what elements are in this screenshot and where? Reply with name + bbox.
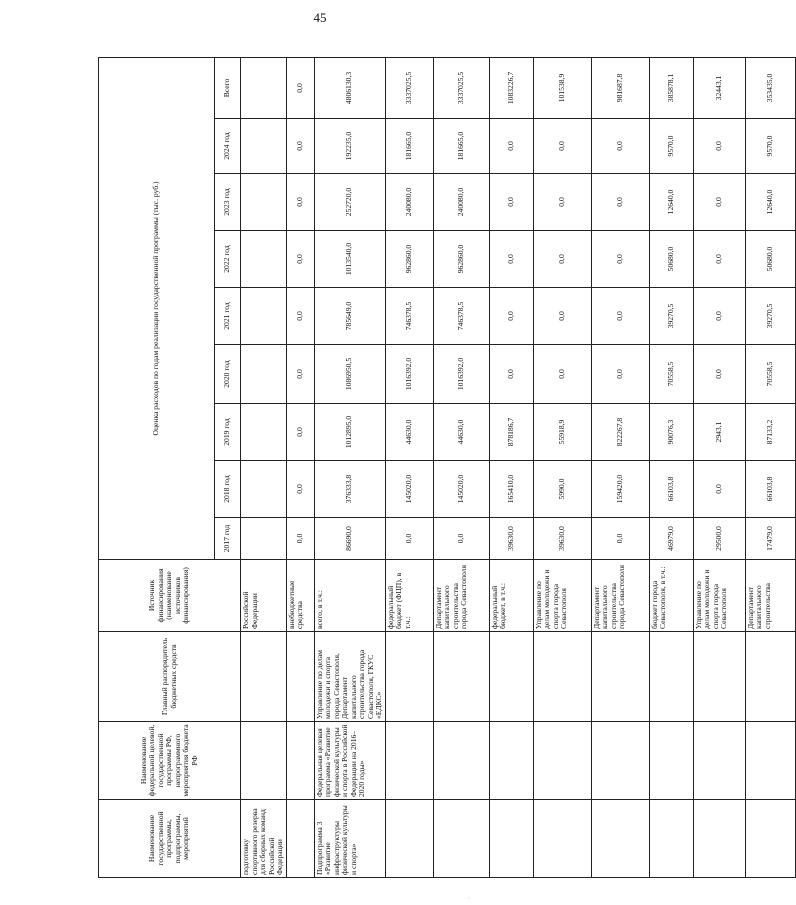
row-value-cell: 1016392,0 — [433, 345, 489, 404]
row-value-cell: 252720,0 — [314, 174, 385, 231]
row-value-cell: 29500,0 — [693, 518, 745, 560]
row-source-cell: Российской Федерации — [241, 560, 287, 632]
row-source-cell: Управление по делам молодежи и спорта города Севастополя — [533, 560, 591, 632]
row-source-cell: федеральный бюджет (ФЦП), в т.ч.: — [385, 560, 433, 632]
row-value-cell — [241, 57, 287, 118]
row-name-cell — [533, 800, 591, 878]
row-value-cell: 1016392,0 — [385, 345, 433, 404]
table-row — [489, 57, 533, 877]
row-value-cell: 3337025,5 — [385, 57, 433, 118]
row-value-cell: 0,0 — [286, 404, 314, 461]
row-name-cell — [286, 800, 314, 878]
row-administrator-cell — [649, 632, 693, 722]
row-source-cell: Департамент капитального строительства города Севастополя — [433, 560, 489, 632]
table-row — [649, 57, 693, 877]
row-value-cell: 0,0 — [533, 119, 591, 174]
row-source-cell: федеральный бюджет, в т.ч.: — [489, 560, 533, 632]
header-row — [99, 57, 215, 877]
row-value-cell: 0,0 — [286, 119, 314, 174]
year-header: 2019 год — [215, 404, 241, 461]
row-federal-program-cell — [433, 722, 489, 800]
row-value-cell: 240080,0 — [385, 174, 433, 231]
row-value-cell: 159420,0 — [591, 461, 649, 518]
row-administrator-cell — [533, 632, 591, 722]
row-administrator-cell — [745, 632, 795, 722]
row-administrator-cell: Управление по делам молодежи и спорта города Севастополя, Департамент капитального строительства города Севастополя, ГКУС «ЕДКС» — [314, 632, 385, 722]
row-value-cell: 0,0 — [533, 174, 591, 231]
row-value-cell: 0,0 — [489, 119, 533, 174]
rotated-table-wrapper — [98, 58, 774, 878]
year-header: 2017 год — [215, 518, 241, 560]
row-federal-program-cell: Федеральная целевая программа «Развитие физической культуры и спорта в Российской Федерации на 2016–2020 годы» — [314, 722, 385, 800]
row-value-cell: 145020,0 — [385, 461, 433, 518]
row-value-cell: 1083226,7 — [489, 57, 533, 118]
row-value-cell — [241, 461, 287, 518]
budget-table — [98, 57, 796, 878]
row-value-cell: 0,0 — [433, 518, 489, 560]
row-value-cell: 785649,0 — [314, 288, 385, 345]
row-value-cell: 0,0 — [693, 119, 745, 174]
year-header: 2023 год — [215, 174, 241, 231]
row-value-cell: 0,0 — [591, 119, 649, 174]
row-name-cell — [649, 800, 693, 878]
row-value-cell: 145020,0 — [433, 461, 489, 518]
row-value-cell: 385878,1 — [649, 57, 693, 118]
header-estimate: Оценка расходов по годам реализации государственной программы (тыс. руб.) — [99, 57, 215, 559]
row-value-cell: 0,0 — [286, 57, 314, 118]
row-value-cell: 0,0 — [385, 518, 433, 560]
row-federal-program-cell — [489, 722, 533, 800]
scan-mark: · — [468, 896, 470, 902]
row-name-cell — [433, 800, 489, 878]
year-header: 2021 год — [215, 288, 241, 345]
row-value-cell: 1013540,0 — [314, 231, 385, 288]
row-value-cell — [241, 404, 287, 461]
row-source-cell: всего, в т.ч.: — [314, 560, 385, 632]
row-federal-program-cell — [385, 722, 433, 800]
row-value-cell: 0,0 — [591, 518, 649, 560]
row-value-cell: 70558,5 — [745, 345, 795, 404]
row-value-cell: 50680,0 — [649, 231, 693, 288]
row-value-cell: 0,0 — [286, 518, 314, 560]
row-value-cell: 9570,0 — [745, 119, 795, 174]
row-name-cell — [745, 800, 795, 878]
row-value-cell: 0,0 — [591, 174, 649, 231]
row-value-cell: 0,0 — [286, 461, 314, 518]
row-value-cell: 101538,9 — [533, 57, 591, 118]
row-value-cell: 376333,8 — [314, 461, 385, 518]
header-administrator: Главный распорядитель бюджетных средств — [99, 632, 241, 722]
row-source-cell: бюджет города Севастополя, в т.ч.: — [649, 560, 693, 632]
row-value-cell: 0,0 — [693, 345, 745, 404]
row-administrator-cell — [591, 632, 649, 722]
row-federal-program-cell — [286, 722, 314, 800]
row-value-cell: 165410,0 — [489, 461, 533, 518]
row-value-cell — [241, 174, 287, 231]
row-value-cell: 0,0 — [286, 174, 314, 231]
row-value-cell: 55918,9 — [533, 404, 591, 461]
row-value-cell: 240080,0 — [433, 174, 489, 231]
row-value-cell: 1012895,0 — [314, 404, 385, 461]
row-value-cell: 0,0 — [489, 345, 533, 404]
year-header: Всего — [215, 57, 241, 118]
row-value-cell: 878186,7 — [489, 404, 533, 461]
row-administrator-cell — [489, 632, 533, 722]
row-value-cell: 0,0 — [533, 288, 591, 345]
row-value-cell: 0,0 — [693, 288, 745, 345]
row-value-cell — [241, 345, 287, 404]
row-value-cell: 822267,8 — [591, 404, 649, 461]
table-row — [693, 57, 745, 877]
row-value-cell: 0,0 — [533, 231, 591, 288]
row-value-cell: 0,0 — [533, 345, 591, 404]
row-value-cell: 44630,0 — [433, 404, 489, 461]
row-value-cell: 0,0 — [489, 288, 533, 345]
row-value-cell — [241, 231, 287, 288]
row-value-cell: 87133,2 — [745, 404, 795, 461]
row-federal-program-cell — [693, 722, 745, 800]
row-value-cell: 90076,3 — [649, 404, 693, 461]
row-source-cell: Департамент капитального строительства города Севастополя — [591, 560, 649, 632]
year-header: 2022 год — [215, 231, 241, 288]
row-value-cell: 17479,0 — [745, 518, 795, 560]
row-federal-program-cell — [241, 722, 287, 800]
row-value-cell: 0,0 — [591, 288, 649, 345]
row-value-cell: 3337025,5 — [433, 57, 489, 118]
table-row — [385, 57, 433, 877]
row-value-cell: 44630,0 — [385, 404, 433, 461]
page-number: 45 — [313, 10, 327, 25]
row-value-cell: 0,0 — [693, 174, 745, 231]
row-value-cell: 981687,8 — [591, 57, 649, 118]
row-administrator-cell — [241, 632, 287, 722]
row-federal-program-cell — [649, 722, 693, 800]
table-row — [286, 57, 314, 877]
row-value-cell: 4806130,3 — [314, 57, 385, 118]
row-administrator-cell — [433, 632, 489, 722]
row-value-cell: 1086950,5 — [314, 345, 385, 404]
row-name-cell — [591, 800, 649, 878]
row-value-cell — [241, 288, 287, 345]
row-value-cell: 46979,0 — [649, 518, 693, 560]
row-value-cell: 0,0 — [489, 231, 533, 288]
row-value-cell: 70558,5 — [649, 345, 693, 404]
header-source: Источник финансирования (наименование источников финансирования) — [99, 560, 241, 632]
row-value-cell: 192235,0 — [314, 119, 385, 174]
row-value-cell: 2943,1 — [693, 404, 745, 461]
row-value-cell — [241, 119, 287, 174]
row-value-cell — [241, 518, 287, 560]
row-federal-program-cell — [591, 722, 649, 800]
row-name-cell — [385, 800, 433, 878]
row-value-cell: 0,0 — [591, 231, 649, 288]
row-value-cell: 39270,5 — [649, 288, 693, 345]
row-value-cell: 0,0 — [693, 231, 745, 288]
row-value-cell: 9570,0 — [649, 119, 693, 174]
table-row — [591, 57, 649, 877]
table-row — [433, 57, 489, 877]
row-administrator-cell — [385, 632, 433, 722]
row-value-cell: 0,0 — [693, 461, 745, 518]
table-row — [745, 57, 795, 877]
row-value-cell: 50680,0 — [745, 231, 795, 288]
year-header: 2018 год — [215, 461, 241, 518]
row-value-cell: 746378,5 — [385, 288, 433, 345]
row-source-cell: Департамент капитального строительства — [745, 560, 795, 632]
row-name-cell: подготовку спортивного резерва для сборных команд Российской Федерации — [241, 800, 287, 878]
row-value-cell: 39270,5 — [745, 288, 795, 345]
row-value-cell: 86690,0 — [314, 518, 385, 560]
row-value-cell: 353435,0 — [745, 57, 795, 118]
row-administrator-cell — [286, 632, 314, 722]
row-value-cell: 746378,5 — [433, 288, 489, 345]
row-value-cell: 39630,0 — [533, 518, 591, 560]
row-value-cell: 66103,8 — [649, 461, 693, 518]
table-row — [533, 57, 591, 877]
row-value-cell: 962860,0 — [433, 231, 489, 288]
row-federal-program-cell — [533, 722, 591, 800]
row-value-cell: 0,0 — [489, 174, 533, 231]
row-name-cell — [693, 800, 745, 878]
table-row — [314, 57, 385, 877]
row-value-cell: 181665,0 — [433, 119, 489, 174]
row-value-cell: 32443,1 — [693, 57, 745, 118]
header-name: Наименование государственной программы, подпрограммы, мероприятий — [99, 800, 241, 878]
row-value-cell: 0,0 — [286, 345, 314, 404]
row-value-cell: 0,0 — [286, 231, 314, 288]
row-source-cell: внебюджетные средства — [286, 560, 314, 632]
table-row — [241, 57, 287, 877]
row-name-cell: Подпрограмма 3 «Развитие инфраструктуры физической культуры и спорта» — [314, 800, 385, 878]
row-federal-program-cell — [745, 722, 795, 800]
row-administrator-cell — [693, 632, 745, 722]
table-body — [241, 57, 796, 877]
row-value-cell: 12640,0 — [649, 174, 693, 231]
year-header: 2024 год — [215, 119, 241, 174]
header-federal-program: Наименование федеральной целевой, государственной программы РФ, непрограммного мероприятия бюджета РФ — [99, 722, 241, 800]
row-value-cell: 66103,8 — [745, 461, 795, 518]
row-value-cell: 0,0 — [591, 345, 649, 404]
row-value-cell: 5990,0 — [533, 461, 591, 518]
row-source-cell: Управление по делам молодежи и спорта города Севастополя — [693, 560, 745, 632]
row-value-cell: 181665,0 — [385, 119, 433, 174]
row-value-cell: 12640,0 — [745, 174, 795, 231]
row-value-cell: 0,0 — [286, 288, 314, 345]
year-header: 2020 год — [215, 345, 241, 404]
row-name-cell — [489, 800, 533, 878]
row-value-cell: 962860,0 — [385, 231, 433, 288]
row-value-cell: 39630,0 — [489, 518, 533, 560]
